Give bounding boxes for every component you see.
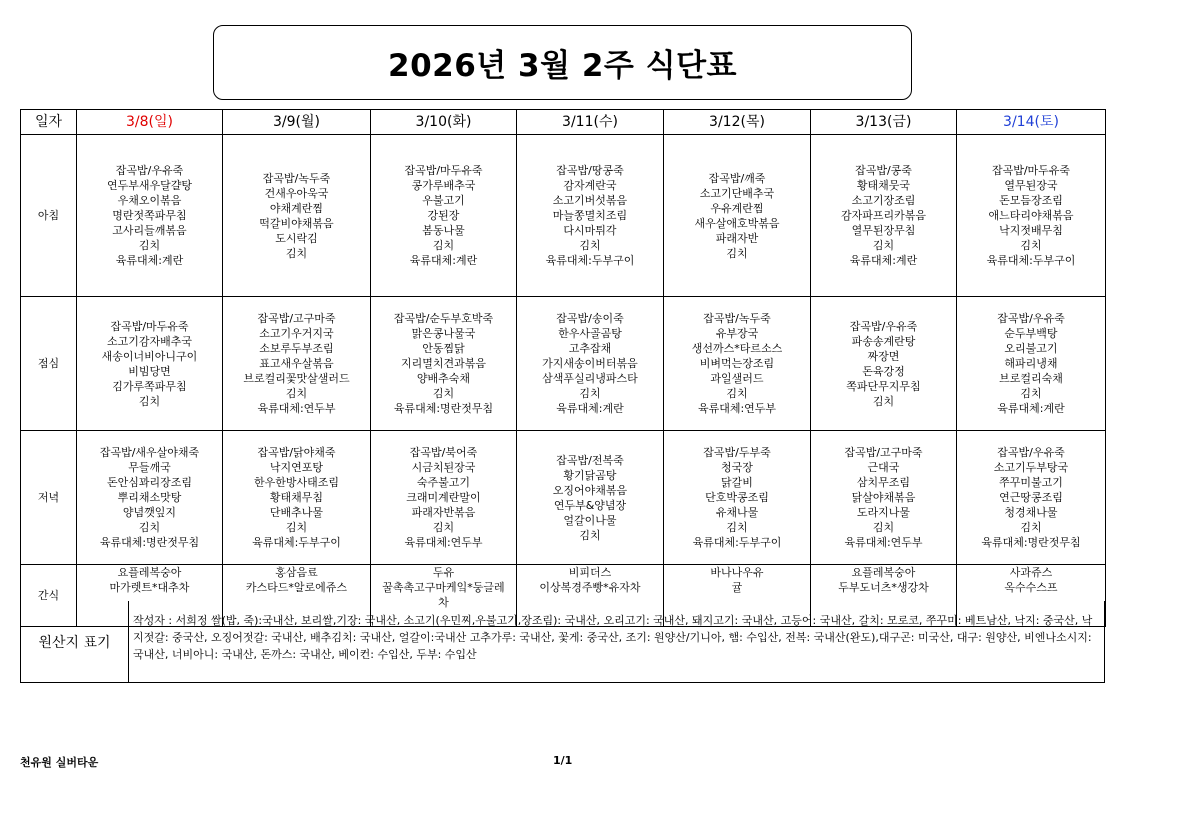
menu-item: 육류대체:명란젓무침 bbox=[393, 402, 494, 415]
menu-item: 야채계란찜 bbox=[269, 201, 324, 215]
menu-item: 애느타리야채볶음 bbox=[988, 209, 1074, 222]
menu-item: 잡곡밥/고구마죽 bbox=[257, 312, 336, 325]
breakfast-cell-4 bbox=[664, 135, 811, 297]
dinner-cell-6 bbox=[957, 431, 1106, 565]
menu-item: 육류대체:명란젓무침 bbox=[99, 536, 200, 549]
menu-item: 육류대체:두부구이 bbox=[986, 254, 1076, 267]
menu-item: 사과쥬스 bbox=[1009, 566, 1053, 579]
menu-item: 김치 bbox=[432, 387, 455, 400]
origin-section bbox=[20, 601, 1105, 683]
menu-item: 순두부백탕 bbox=[1004, 327, 1058, 340]
date-header-row bbox=[21, 110, 1106, 135]
date-header-6: 3/14(토) bbox=[957, 110, 1106, 135]
lunch-cell-3 bbox=[517, 297, 664, 431]
menu-item: 짜장면 bbox=[867, 349, 900, 363]
menu-item: 김가루쪽파무침 bbox=[112, 379, 187, 393]
menu-item: 잡곡밥/녹두죽 bbox=[262, 171, 331, 185]
menu-item: 양배추숙채 bbox=[416, 372, 471, 385]
menu-item: 요플레복숭아 bbox=[117, 566, 182, 579]
menu-item: 육류대체:연두부 bbox=[697, 402, 777, 415]
menu-item: 연두부&양념장 bbox=[553, 498, 627, 512]
menu-item: 유부장국 bbox=[715, 327, 759, 340]
menu-item: 소고기단배추국 bbox=[699, 186, 775, 200]
date-header-0: 3/8(일) bbox=[77, 110, 223, 135]
menu-item: 김치 bbox=[285, 246, 308, 260]
breakfast-cell-3 bbox=[517, 135, 664, 297]
dinner-label: 저녁 bbox=[21, 431, 77, 565]
menu-item: 청국장 bbox=[721, 461, 753, 474]
breakfast-cell-2 bbox=[371, 135, 517, 297]
menu-item: 김치 bbox=[726, 387, 748, 400]
dinner-cell-1 bbox=[223, 431, 371, 565]
menu-item: 귤 bbox=[731, 581, 743, 594]
menu-item: 가지새송이버터볶음 bbox=[542, 357, 638, 370]
menu-item: 쭈꾸미불고기 bbox=[999, 476, 1063, 489]
menu-item: 닭갈비 bbox=[721, 476, 753, 489]
menu-item: 우유계란찜 bbox=[710, 201, 764, 215]
menu-item: 잡곡밥/땅콩죽 bbox=[556, 164, 624, 177]
menu-item: 도라지나물 bbox=[856, 506, 911, 519]
menu-item: 브로컬리숙채 bbox=[999, 372, 1063, 385]
footer-organization: 천유원 실버타운 bbox=[20, 756, 99, 769]
menu-item: 잡곡밥/송이죽 bbox=[556, 312, 624, 325]
menu-item: 오징어야채볶음 bbox=[552, 483, 628, 497]
menu-item: 육류대체:계란 bbox=[556, 402, 624, 415]
meal-table bbox=[20, 109, 1106, 627]
menu-item: 우불고기 bbox=[422, 194, 465, 207]
menu-item: 돈안심꽈리장조림 bbox=[106, 476, 192, 489]
lunch-cell-6 bbox=[957, 297, 1106, 431]
menu-item: 고사리들깨볶음 bbox=[112, 224, 187, 237]
menu-item: 파래자반볶음 bbox=[411, 506, 476, 519]
breakfast-cell-1 bbox=[223, 135, 371, 297]
menu-item: 얼갈이나물 bbox=[563, 513, 617, 527]
lunch-cell-5 bbox=[811, 297, 957, 431]
menu-item: 비피더스 bbox=[568, 566, 612, 579]
menu-item: 김치 bbox=[138, 521, 161, 534]
menu-item: 시금치된장국 bbox=[411, 461, 476, 474]
menu-item: 새우살애호박볶음 bbox=[694, 216, 780, 230]
menu-item: 김치 bbox=[432, 239, 455, 252]
menu-item: 김치 bbox=[579, 387, 601, 400]
menu-item: 감자계란국 bbox=[563, 179, 617, 192]
menu-item: 감자파프리카볶음 bbox=[840, 209, 926, 222]
menu-item: 맑은콩나물국 bbox=[411, 327, 476, 340]
menu-item: 홍삼음료 bbox=[275, 566, 318, 579]
dinner-cell-4 bbox=[664, 431, 811, 565]
snack-label: 간식 bbox=[21, 565, 77, 627]
menu-item: 소보루두부조림 bbox=[259, 342, 334, 355]
menu-item: 육류대체:계란 bbox=[115, 254, 184, 267]
menu-item: 잡곡밥/콩죽 bbox=[855, 164, 912, 177]
menu-item: 삼색푸실리냉파스타 bbox=[542, 372, 638, 385]
menu-item: 김치 bbox=[579, 239, 601, 252]
menu-item: 육류대체:계란 bbox=[849, 254, 918, 267]
menu-item: 파래자반 bbox=[715, 231, 759, 245]
lunch-cell-4 bbox=[664, 297, 811, 431]
menu-item: 황기닭곰탕 bbox=[563, 468, 617, 482]
menu-item: 잡곡밥/마두유죽 bbox=[110, 319, 189, 333]
menu-item: 소고기두부탕국 bbox=[993, 461, 1069, 474]
menu-item: 도시락김 bbox=[275, 231, 318, 245]
menu-item: 강된장 bbox=[427, 209, 460, 222]
menu-item: 비벼먹는장조림 bbox=[699, 357, 775, 370]
menu-item: 새송이너비아니구이 bbox=[101, 349, 198, 363]
menu-item: 무들깨국 bbox=[128, 461, 171, 474]
dinner-cell-5 bbox=[811, 431, 957, 565]
menu-item: 꿀촉촉고구마케잌*둥글레 bbox=[382, 581, 505, 594]
menu-item: 김치 bbox=[432, 521, 455, 534]
menu-item: 해파리냉채 bbox=[1004, 357, 1058, 370]
date-header-3: 3/11(수) bbox=[517, 110, 664, 135]
menu-item: 카스타드*알로에쥬스 bbox=[245, 581, 348, 594]
footer-page-number: 1/1 bbox=[553, 754, 573, 767]
menu-item: 안동찜닭 bbox=[422, 342, 465, 355]
menu-item: 잡곡밥/두부죽 bbox=[703, 446, 771, 459]
menu-item: 소고기버섯볶음 bbox=[552, 194, 628, 207]
menu-item: 낙지연포탕 bbox=[269, 461, 324, 474]
menu-item: 육류대체:계란 bbox=[409, 254, 478, 267]
menu-item: 바나나우유 bbox=[710, 566, 764, 579]
dinner-cell-3 bbox=[517, 431, 664, 565]
menu-item: 황태채무침 bbox=[269, 491, 324, 504]
menu-item: 두유 bbox=[432, 566, 455, 579]
menu-item: 육류대체:연두부 bbox=[404, 536, 483, 549]
menu-item: 쪽파단무지무침 bbox=[846, 379, 921, 393]
menu-item: 생선까스*타르소스 bbox=[691, 342, 783, 355]
breakfast-cell-6 bbox=[957, 135, 1106, 297]
menu-item: 잡곡밥/마두유죽 bbox=[404, 164, 483, 177]
menu-item: 청경채나물 bbox=[1004, 506, 1058, 519]
header-label: 일자 bbox=[21, 110, 77, 135]
menu-item: 돈모듬장조림 bbox=[999, 194, 1063, 207]
breakfast-label: 아침 bbox=[21, 135, 77, 297]
menu-item: 파송송계란탕 bbox=[851, 334, 916, 348]
lunch-cell-2 bbox=[371, 297, 517, 431]
menu-item: 우채오이볶음 bbox=[117, 194, 182, 207]
menu-item: 육류대체:명란젓무침 bbox=[981, 536, 1081, 549]
lunch-cell-0 bbox=[77, 297, 223, 431]
menu-item: 차 bbox=[438, 596, 449, 609]
menu-item: 김치 bbox=[285, 387, 308, 400]
menu-item: 이상복경주빵*유자차 bbox=[539, 581, 641, 594]
menu-item: 표고새우살볶음 bbox=[259, 357, 334, 370]
menu-item: 옥수수스프 bbox=[1004, 581, 1058, 594]
menu-item: 뿌리채소맛탕 bbox=[117, 491, 182, 504]
menu-item: 김치 bbox=[1020, 239, 1042, 252]
date-header-4: 3/12(목) bbox=[664, 110, 811, 135]
menu-item: 김치 bbox=[726, 246, 748, 260]
lunch-label: 점심 bbox=[21, 297, 77, 431]
menu-item: 고추잡채 bbox=[568, 342, 612, 355]
menu-item: 김치 bbox=[1020, 387, 1042, 400]
menu-item: 요플레복숭아 bbox=[851, 566, 916, 579]
menu-item: 잡곡밥/고구마죽 bbox=[844, 446, 923, 459]
menu-item: 김치 bbox=[1020, 521, 1042, 534]
menu-item: 잡곡밥/우유죽 bbox=[849, 319, 918, 333]
menu-item: 오리불고기 bbox=[1004, 342, 1058, 355]
menu-item: 두부도너츠*생강차 bbox=[838, 581, 929, 594]
menu-item: 연근땅콩조림 bbox=[999, 491, 1063, 504]
menu-item: 잡곡밥/우유죽 bbox=[115, 164, 184, 177]
menu-item: 한우한방사태조림 bbox=[253, 476, 339, 489]
menu-item: 삼치무조림 bbox=[856, 476, 911, 489]
menu-item: 육류대체:두부구이 bbox=[252, 536, 341, 549]
dinner-row bbox=[21, 431, 1106, 565]
menu-item: 한우사골곰탕 bbox=[558, 327, 622, 340]
breakfast-cell-0 bbox=[77, 135, 223, 297]
menu-item: 단호박콩조림 bbox=[705, 491, 769, 504]
menu-item: 잡곡밥/우유죽 bbox=[997, 312, 1065, 325]
menu-item: 잡곡밥/녹두죽 bbox=[703, 312, 771, 325]
lunch-cell-1 bbox=[223, 297, 371, 431]
date-header-2: 3/10(화) bbox=[371, 110, 517, 135]
menu-item: 김치 bbox=[872, 239, 895, 252]
menu-item: 낙지젓배무침 bbox=[999, 224, 1063, 237]
menu-item: 건새우아욱국 bbox=[264, 186, 329, 200]
menu-item: 잡곡밥/닭야채죽 bbox=[257, 446, 336, 459]
menu-item: 지리멸치견과볶음 bbox=[400, 357, 486, 370]
dinner-cell-0 bbox=[77, 431, 223, 565]
menu-item: 육류대체:연두부 bbox=[844, 536, 923, 549]
menu-item: 김치 bbox=[579, 528, 601, 542]
menu-item: 숙주불고기 bbox=[416, 476, 471, 489]
menu-item: 육류대체:연두부 bbox=[257, 402, 336, 415]
menu-item: 김치 bbox=[138, 239, 161, 252]
menu-item: 양념깻잎지 bbox=[122, 506, 177, 519]
menu-item: 단배추나물 bbox=[269, 506, 324, 519]
menu-item: 김치 bbox=[872, 521, 895, 534]
menu-item: 잡곡밥/깨죽 bbox=[708, 171, 766, 185]
menu-item: 잡곡밥/전복죽 bbox=[556, 453, 624, 467]
menu-item: 과일샐러드 bbox=[710, 372, 764, 385]
lunch-row bbox=[21, 297, 1106, 431]
menu-item: 잡곡밥/마두유죽 bbox=[991, 164, 1071, 177]
menu-item: 비빔당면 bbox=[128, 364, 171, 378]
page-title: 2026년 3월 2주 식단표 bbox=[213, 25, 912, 100]
breakfast-cell-5 bbox=[811, 135, 957, 297]
menu-item: 육류대체:두부구이 bbox=[692, 536, 782, 549]
menu-item: 브로컬리꽃맛살샐러드 bbox=[243, 372, 350, 385]
menu-item: 잡곡밥/새우살야채죽 bbox=[99, 446, 200, 459]
menu-item: 김치 bbox=[872, 394, 895, 408]
menu-item: 닭살야채볶음 bbox=[851, 491, 916, 504]
menu-item: 김치 bbox=[138, 394, 161, 408]
date-header-1: 3/9(월) bbox=[223, 110, 371, 135]
menu-item: 봄동나물 bbox=[422, 224, 465, 237]
menu-item: 잡곡밥/우유죽 bbox=[997, 446, 1065, 459]
menu-item: 열무된장무침 bbox=[851, 224, 916, 237]
menu-item: 황태채뭇국 bbox=[856, 179, 911, 192]
menu-item: 마늘쫑멸치조림 bbox=[552, 209, 628, 222]
menu-item: 김치 bbox=[726, 521, 748, 534]
menu-item: 명란젓쪽파무침 bbox=[112, 209, 187, 222]
menu-item: 크래미계란말이 bbox=[406, 491, 481, 504]
origin-label: 원산지 표기 bbox=[21, 601, 129, 682]
origin-text: 작성자 : 서희정 쌀(밥, 죽):국내산, 보리쌀,기장: 국내산, 소고기(우민찌,우불고기,장조림): 국내산, 오리고기: 국내산, 돼지고기: 국내산, 고등어: 국내산, 갈치: 모로코, 쭈꾸미: 베트남산, 낙지: 중국산, 낙지젓갈: 중국산, 오징어젓갈: 국내산, 배추김치: 국내산, 얼갈이:국내산 고추가루: 국내산, 꽃게: 중국산, 조기: 원양산/기니아, 햄: 수입산, 전복: 국내산(완도),대구곤: 미국산, 대구: 원양산, 비엔나소시지: 국내산, 너비아니: 국내산, 돈까스: 국내산, 베이컨: 수입산, 두부: 수입산 bbox=[133, 614, 1093, 661]
menu-item: 돈육강정 bbox=[862, 364, 905, 378]
menu-item: 잡곡밥/북어죽 bbox=[409, 446, 478, 459]
menu-item: 소고기장조림 bbox=[851, 194, 916, 207]
menu-item: 육류대체:계란 bbox=[997, 402, 1065, 415]
menu-item: 소고기우거지국 bbox=[259, 327, 334, 340]
dinner-cell-2 bbox=[371, 431, 517, 565]
menu-item: 떡갈비야채볶음 bbox=[259, 216, 334, 230]
menu-item: 열무된장국 bbox=[1004, 179, 1058, 192]
menu-item: 다시마튀각 bbox=[563, 224, 617, 237]
menu-item: 육류대체:두부구이 bbox=[545, 254, 635, 267]
date-header-5: 3/13(금) bbox=[811, 110, 957, 135]
meal-table-body bbox=[21, 110, 1106, 627]
menu-item: 연두부새우달걀탕 bbox=[106, 179, 192, 192]
menu-item: 유채나물 bbox=[715, 506, 759, 519]
menu-item: 콩가루배추국 bbox=[411, 179, 476, 192]
breakfast-row bbox=[21, 135, 1106, 297]
menu-item: 잡곡밥/순두부호박죽 bbox=[393, 312, 494, 325]
menu-item: 김치 bbox=[285, 521, 308, 534]
menu-item: 마가렛트*대추차 bbox=[109, 581, 190, 594]
menu-item: 근대국 bbox=[867, 461, 900, 474]
menu-item: 소고기감자배추국 bbox=[106, 334, 192, 348]
